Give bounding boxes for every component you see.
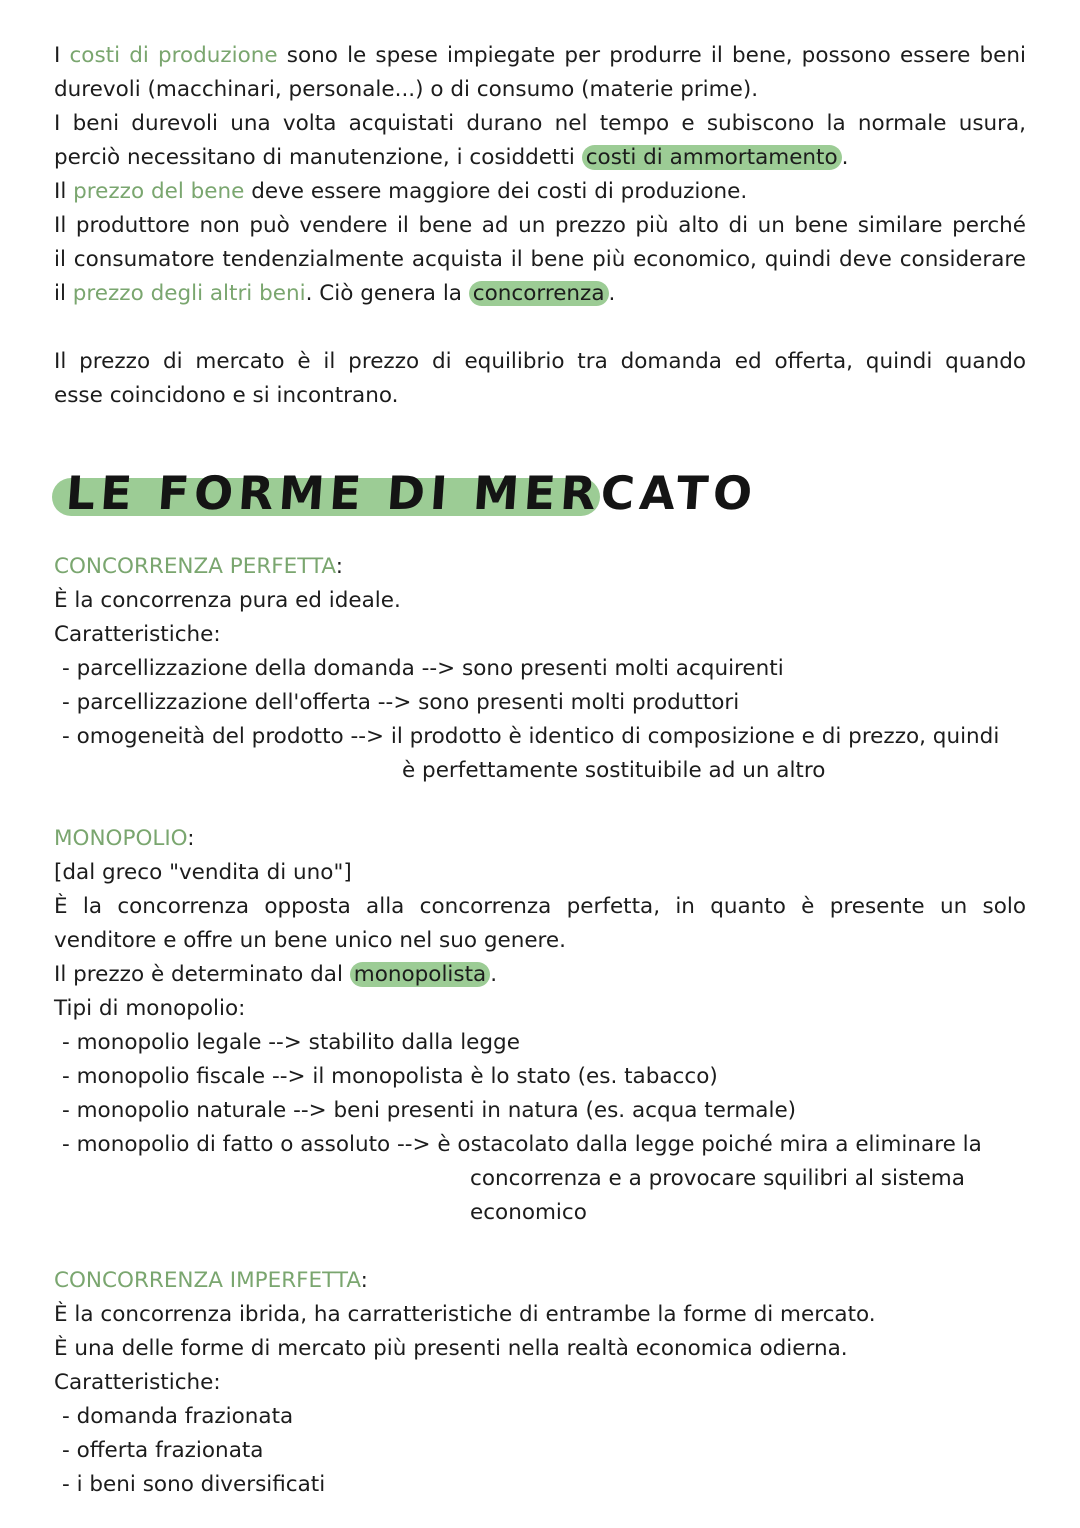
monopolio-line-5: Tipi di monopolio: [54, 996, 246, 1021]
monopolio-line-3: venditore e offre un bene unico nel suo genere. [54, 928, 566, 953]
imperfetta-line-1: È la concorrenza ibrida, ha carratteristiche di entrambe la forme di mercato. [54, 1302, 876, 1327]
highlight-costi-di-ammortamento: costi di ammortamento [582, 145, 842, 170]
heading-monopolio: MONOPOLIO: [54, 826, 195, 851]
perfetta-bullet-2: - parcellizzazione dell'offerta --> sono presenti molti produttori [62, 690, 740, 715]
term-costi-di-produzione: costi di produzione [69, 43, 278, 68]
monopolio-line-4: Il prezzo è determinato dal monopolista . [54, 962, 498, 987]
intro-line-7: il consumatore tendenzialmente acquista il bene più economico, quindi deve considerare [54, 247, 1026, 272]
monopolio-bullet-3: - monopolio naturale --> beni presenti in natura (es. acqua termale) [62, 1098, 797, 1123]
term-prezzo-degli-altri-beni: prezzo degli altri beni [72, 281, 306, 306]
heading-concorrenza-perfetta: CONCORRENZA PERFETTA: [54, 554, 344, 579]
term-prezzo-del-bene: prezzo del bene [73, 179, 245, 204]
intro-line-8: il prezzo degli altri beni. Ciò genera la concorrenza . [54, 281, 616, 306]
monopolio-line-2: È la concorrenza opposta alla concorrenza perfetta, in quanto è presente un solo [54, 894, 1026, 919]
perfetta-bullet-3: - omogeneità del prodotto --> il prodotto è identico di composizione e di prezzo, quindi [62, 724, 1000, 749]
monopolio-bullet-2: - monopolio fiscale --> il monopolista è lo stato (es. tabacco) [62, 1064, 718, 1089]
imperfetta-bullet-3: - i beni sono diversificati [62, 1472, 326, 1497]
perfetta-line-1: È la concorrenza pura ed ideale. [54, 588, 401, 613]
intro-line-1: I costi di produzione sono le spese impiegate per produrre il bene, possono essere beni [54, 43, 1027, 68]
imperfetta-line-2: È una delle forme di mercato più presenti nella realtà economica odierna. [54, 1336, 848, 1361]
perfetta-bullet-3-continuation: è perfettamente sostituibile ad un altro [402, 758, 826, 783]
section-title: LE FORME DI MERCATO [64, 466, 760, 520]
heading-concorrenza-imperfetta: CONCORRENZA IMPERFETTA: [54, 1268, 368, 1293]
intro-line-10: esse coincidono e si incontrano. [54, 383, 399, 408]
intro-line-6: Il produttore non può vendere il bene ad un prezzo più alto di un bene similare perché [54, 213, 1026, 238]
monopolio-bullet-4: - monopolio di fatto o assoluto --> è ostacolato dalla legge poiché mira a eliminare la [62, 1132, 982, 1157]
monopolio-bullet-1: - monopolio legale --> stabilito dalla legge [62, 1030, 520, 1055]
monopolio-line-1: [dal greco "vendita di uno"] [54, 860, 352, 885]
monopolio-bullet-4-continuation-1: concorrenza e a provocare squilibri al sistema [470, 1166, 965, 1191]
intro-line-4: perciò necessitano di manutenzione, i cosiddetti costi di ammortamento . [54, 145, 849, 170]
perfetta-line-2: Caratteristiche: [54, 622, 221, 647]
intro-line-3: I beni durevoli una volta acquistati durano nel tempo e subiscono la normale usura, [54, 111, 1026, 136]
perfetta-bullet-1: - parcellizzazione della domanda --> sono presenti molti acquirenti [62, 656, 784, 681]
imperfetta-bullet-1: - domanda frazionata [62, 1404, 294, 1429]
imperfetta-line-3: Caratteristiche: [54, 1370, 221, 1395]
imperfetta-bullet-2: - offerta frazionata [62, 1438, 264, 1463]
intro-line-9: Il prezzo di mercato è il prezzo di equilibrio tra domanda ed offerta, quindi quando [54, 349, 1026, 374]
highlight-monopolista: monopolista [350, 962, 490, 987]
monopolio-bullet-4-continuation-2: economico [470, 1200, 587, 1225]
intro-line-5: Il prezzo del bene deve essere maggiore dei costi di produzione. [54, 179, 748, 204]
section-title-block [52, 462, 760, 524]
intro-line-2: durevoli (macchinari, personale...) o di consumo (materie prime). [54, 77, 759, 102]
highlight-concorrenza: concorrenza [469, 281, 609, 306]
